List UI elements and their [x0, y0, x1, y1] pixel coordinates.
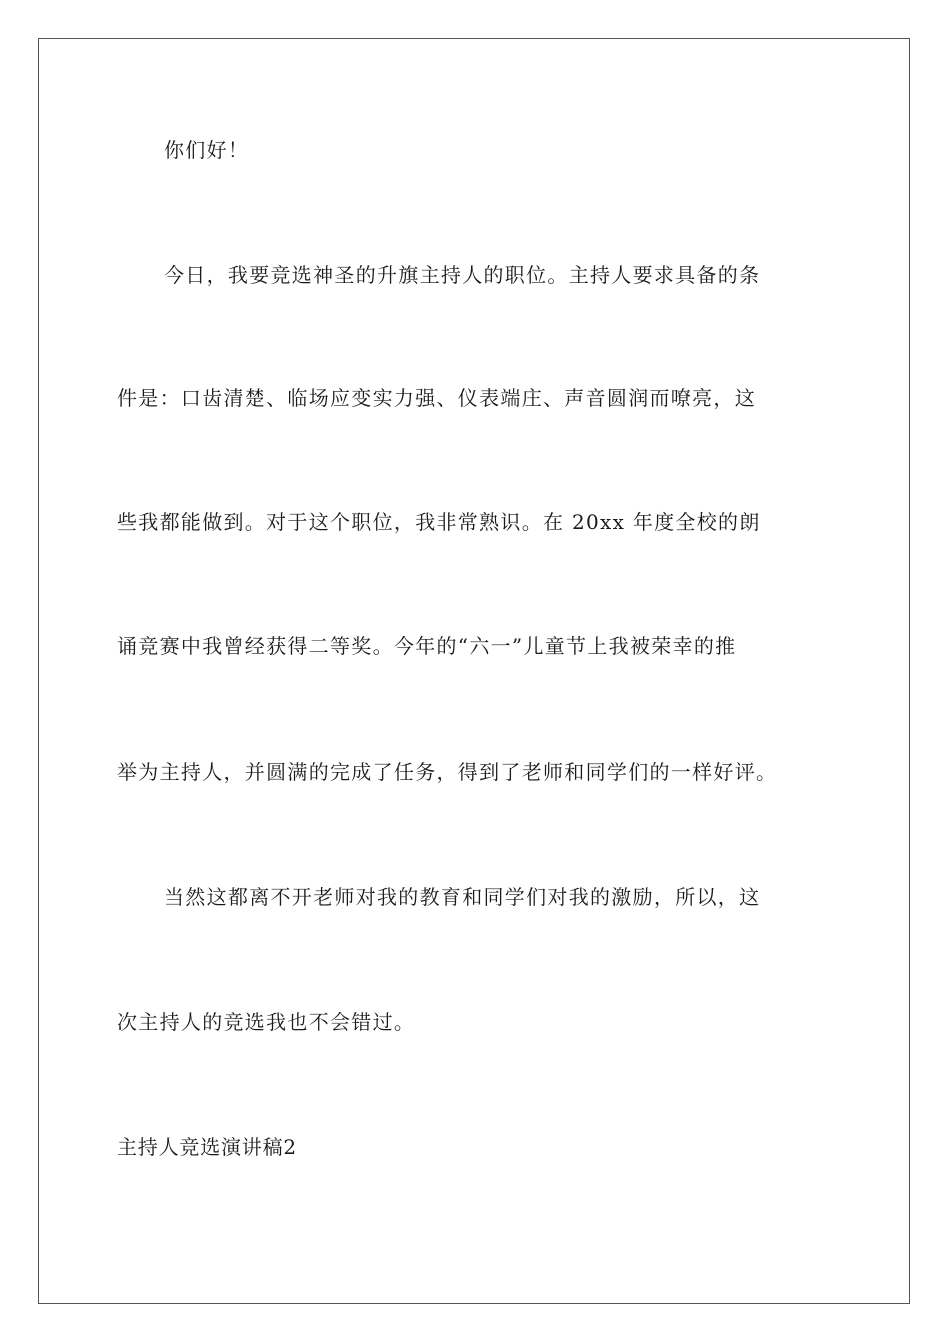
paragraph-2-line-2: 次主持人的竞选我也不会错过。 — [117, 1010, 416, 1034]
page-border — [38, 38, 910, 1304]
paragraph-2-line-1: 当然这都离不开老师对我的教育和同学们对我的激励，所以，这 — [164, 885, 761, 909]
paragraph-1-line-2: 件是：口齿清楚、临场应变实力强、仪表端庄、声音圆润而嘹亮，这 — [117, 386, 756, 410]
paragraph-1-line-3: 些我都能做到。对于这个职位，我非常熟识。在 20xx 年度全校的朗 — [117, 510, 761, 534]
paragraph-1-line-1: 今日，我要竞选神圣的升旗主持人的职位。主持人要求具备的条 — [164, 263, 761, 287]
greeting: 你们好！ — [164, 138, 250, 162]
paragraph-1-line-5: 举为主持人，并圆满的完成了任务，得到了老师和同学们的一样好评。 — [117, 760, 778, 784]
section-heading: 主持人竞选演讲稿2 — [117, 1135, 297, 1159]
paragraph-1-line-4: 诵竞赛中我曾经获得二等奖。今年的“六一”儿童节上我被荣幸的推 — [117, 634, 737, 658]
